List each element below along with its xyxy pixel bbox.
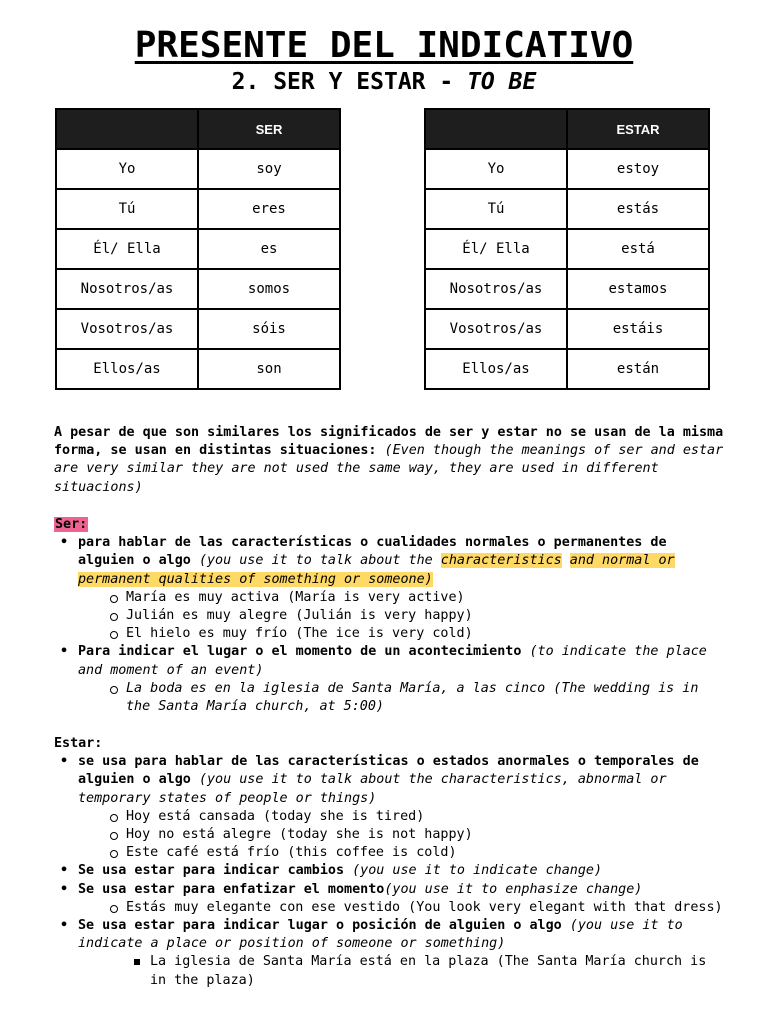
example-item: Hoy no está alegre (today she is not happy) [78,826,724,844]
table-header-row [425,109,709,149]
pronoun-cell: Ellos/as [425,349,567,389]
ser-conjugation-table [55,108,341,390]
pronoun-cell: Vosotros/as [425,309,567,349]
pronoun-cell: Él/ Ella [56,229,198,269]
pronoun-cell: Yo [425,149,567,189]
verb-form-cell: está [567,229,709,269]
verb-form-cell: son [198,349,340,389]
list-item: • Se usa estar para indicar lugar o posición de alguien o algo (you use it to indicate a place or position of someone or something) La iglesia de Santa María está en la plaza (The Santa María church is in the plaza) [54,917,724,990]
table-row [425,269,709,309]
table-row [56,269,340,309]
example-item: María es muy activa (María is very active) [78,589,724,607]
example-item: Julián es muy alegre (Julián is very happy) [78,607,724,625]
table-row [56,349,340,389]
table-row [425,309,709,349]
ser-section [54,516,724,716]
example-item: El hielo es muy frío (The ice is very cold) [78,625,724,643]
pronoun-cell: Él/ Ella [425,229,567,269]
table-row [425,349,709,389]
example-item: Este café está frío (this coffee is cold) [78,844,724,862]
example-item: Estás muy elegante con ese vestido (You look very elegant with that dress) [78,899,724,917]
intro-english: (Even though the meanings of ser and estar are very similar they are not used the same way, they are used in different situacions) [54,443,724,495]
table-header-cell: ESTAR [567,109,709,149]
verb-form-cell: soy [198,149,340,189]
table-row [56,189,340,229]
verb-form-cell: estoy [567,149,709,189]
example-item: Hoy está cansada (today she is tired) [78,808,724,826]
pronoun-cell: Tú [56,189,198,229]
example-item: La boda es en la iglesia de Santa María, a las cinco (The wedding is in the Santa María church, at 5:00) [78,680,724,716]
table-row [56,229,340,269]
ser-heading: Ser: [55,517,88,532]
example-item: La iglesia de Santa María está en la plaza (The Santa María church is in the plaza) [78,953,724,989]
page-title: PRESENTE DEL INDICATIVO [134,25,634,66]
verb-form-cell: eres [198,189,340,229]
verb-form-cell: estáis [567,309,709,349]
table-header-row [56,109,340,149]
verb-form-cell: están [567,349,709,389]
table-header-cell: SER [198,109,340,149]
list-item: • se usa para hablar de las características o estados anormales o temporales de alguien o algo (you use it to talk about the characteristics, abnormal or temporary states of people or things) Hoy está cansada (today she is tired) Hoy no está alegre (today she is not happy) Este café está frío (this coffee is cold) [54,753,724,862]
estar-section [54,735,724,990]
estar-conjugation-table [424,108,710,390]
pronoun-cell: Ellos/as [56,349,198,389]
list-item: • Se usa estar para enfatizar el momento(you use it to enphasize change) Estás muy elegante con ese vestido (You look very elegant with that dress) [54,881,724,917]
estar-heading: Estar: [54,736,103,751]
pronoun-cell: Yo [56,149,198,189]
verb-form-cell: estás [567,189,709,229]
list-item: • Para indicar el lugar o el momento de un acontecimiento (to indicate the place and moment of an event) La boda es en la iglesia de Santa María, a las cinco (The wedding is in the Santa María church, at 5:00) [54,643,724,716]
verb-form-cell: sóis [198,309,340,349]
intro-spanish: A pesar de que son similares los significados de ser y estar no se usan de la misma forma, se usan en distintas situaciones: [54,425,724,459]
table-header-cell [56,109,198,149]
table-row [425,229,709,269]
table-row [425,189,709,229]
verb-form-cell: somos [198,269,340,309]
list-item: • para hablar de las características o cualidades normales o permanentes de alguien o algo (you use it to talk about the characteristics and normal or permanent qualities of something or someone) María es muy activa (María is very active) Julián es muy alegre (Julián is very happy) El hielo es muy frío (The ice is very cold) [54,534,724,643]
list-item: • Se usa estar para indicar cambios (you use it to indicate change) [54,862,724,880]
pronoun-cell: Nosotros/as [425,269,567,309]
pronoun-cell: Tú [425,189,567,229]
table-row [56,149,340,189]
table-row [425,149,709,189]
intro-paragraph [54,424,724,497]
page-subtitle: 2. SER Y ESTAR - TO BE [231,69,537,95]
table-row [56,309,340,349]
verb-form-cell: estamos [567,269,709,309]
pronoun-cell: Nosotros/as [56,269,198,309]
table-header-cell [425,109,567,149]
verb-form-cell: es [198,229,340,269]
pronoun-cell: Vosotros/as [56,309,198,349]
